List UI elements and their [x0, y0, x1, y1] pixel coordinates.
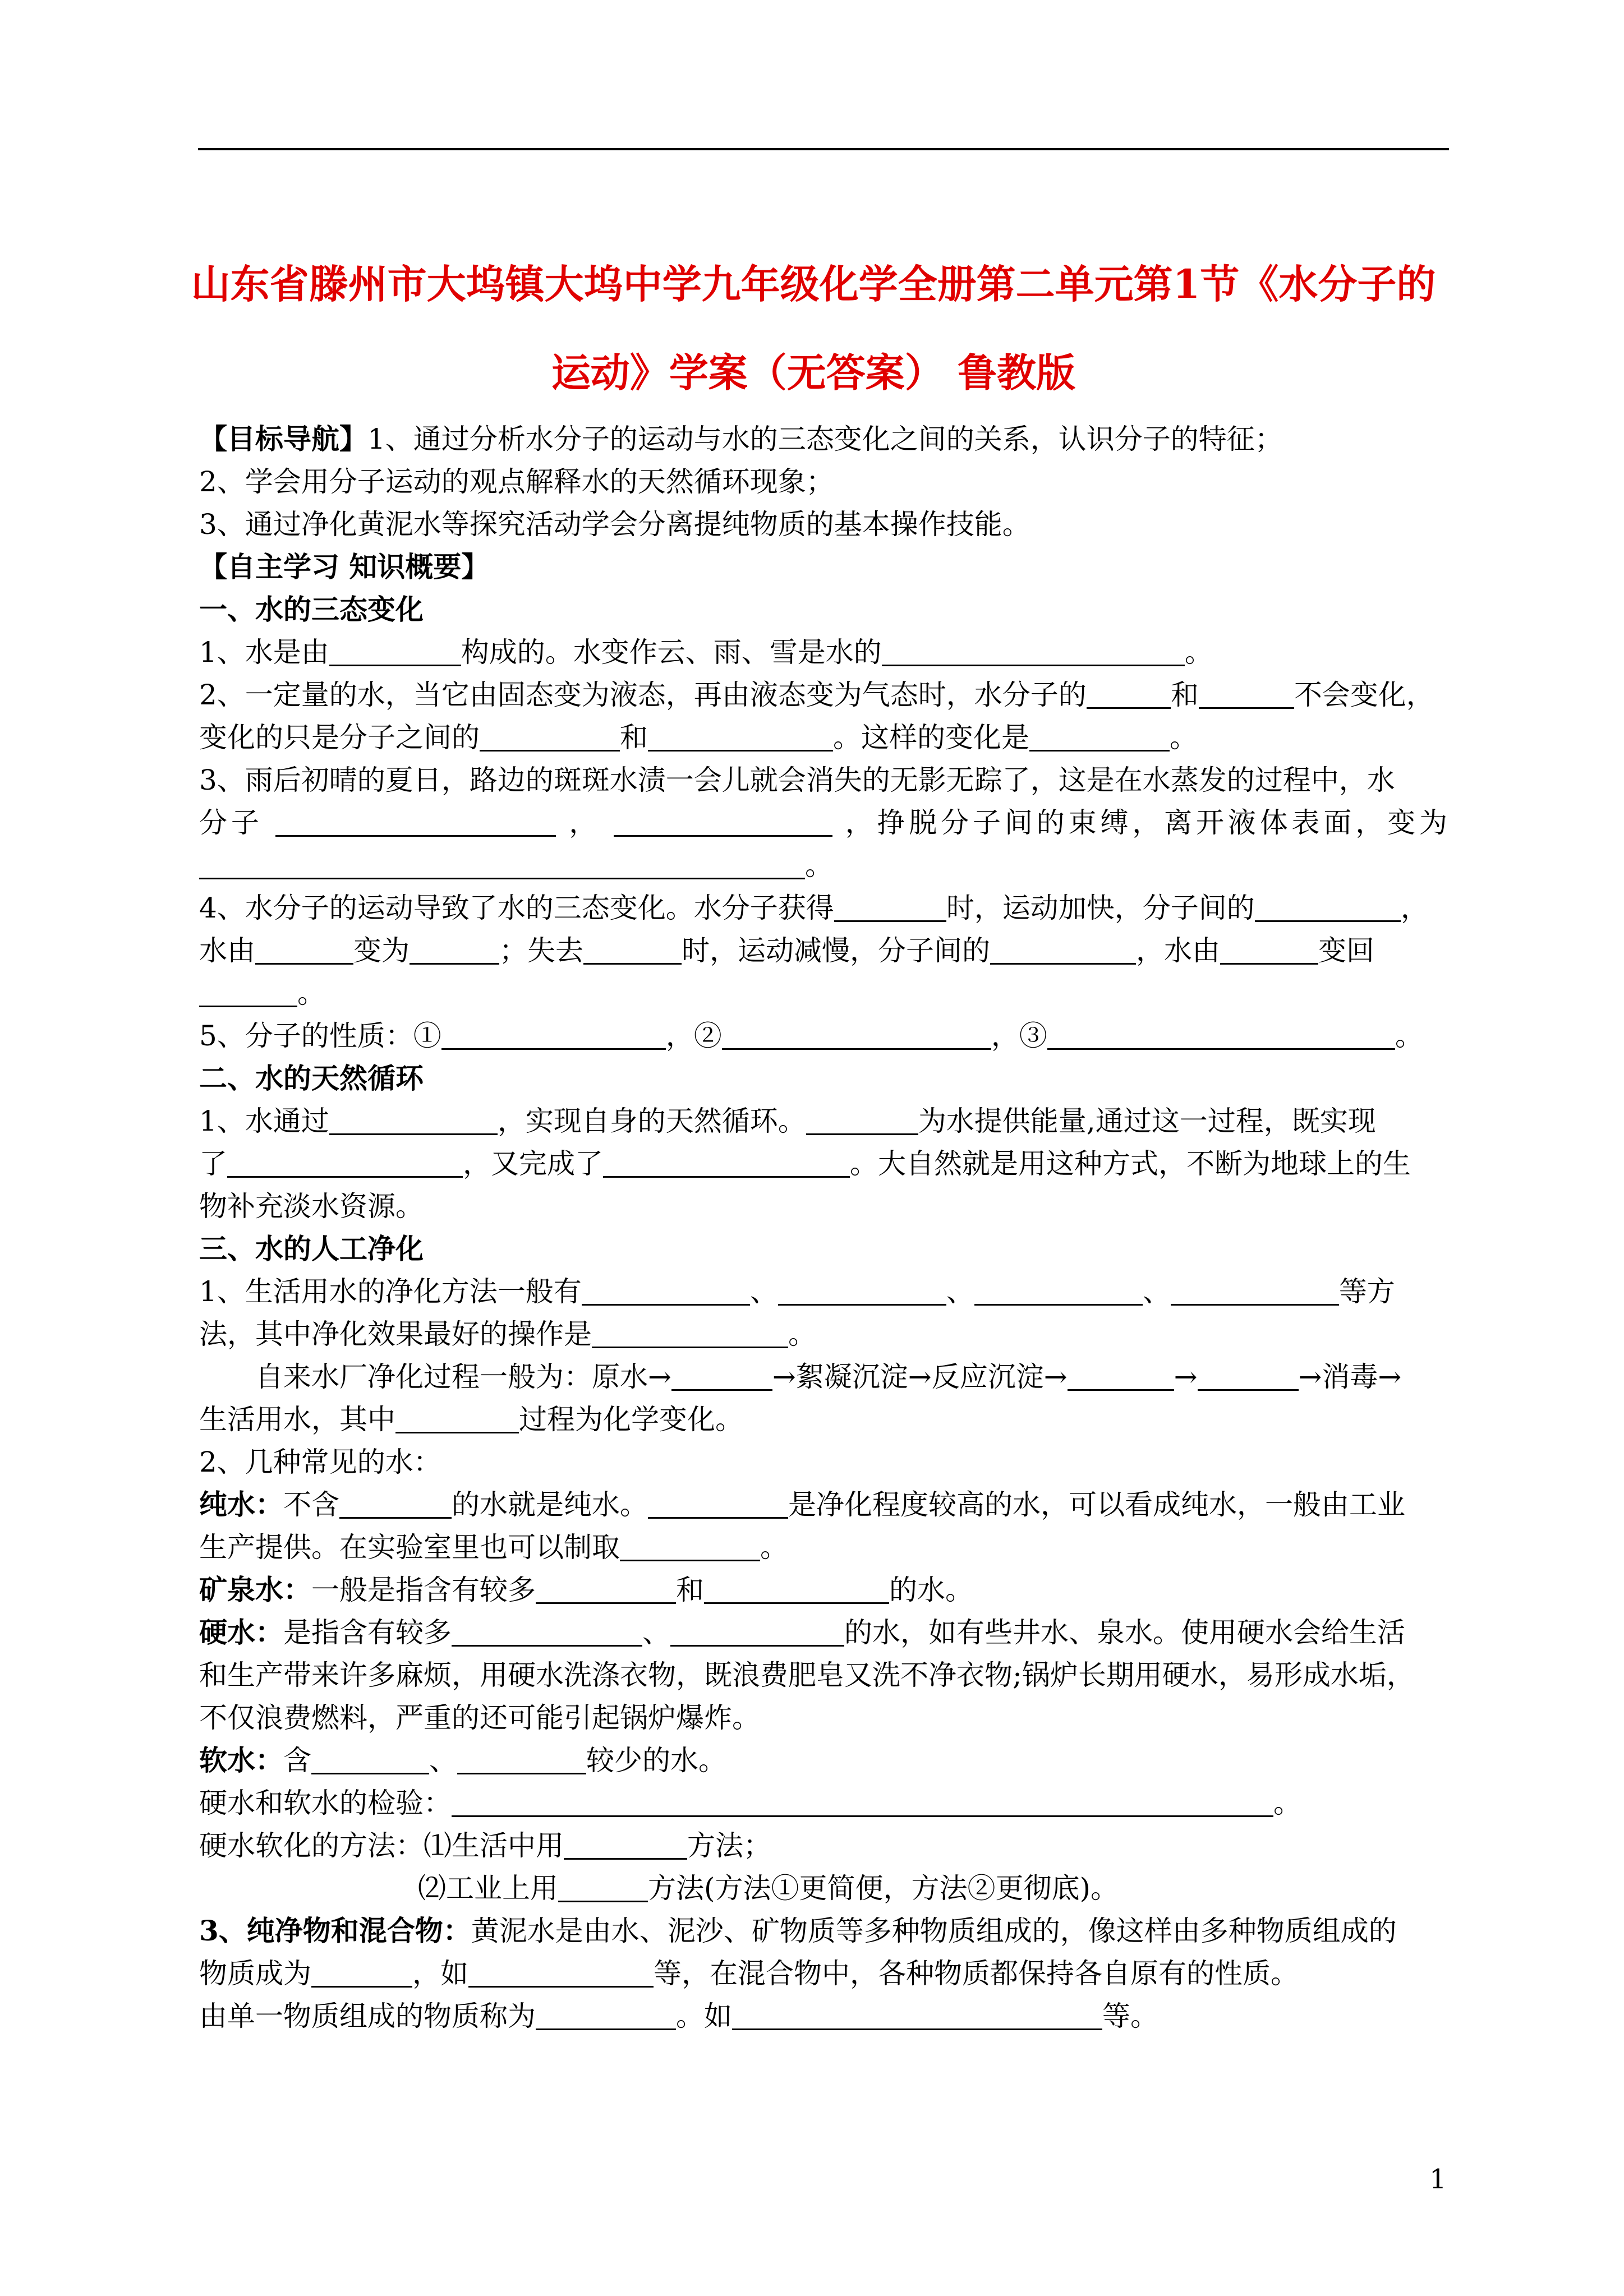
- answer-blank[interactable]: [395, 1404, 519, 1433]
- s2-q1-line-3: 物补充淡水资源。: [199, 1190, 424, 1223]
- s1-q3-line-3: 。: [199, 844, 1447, 887]
- answer-blank[interactable]: [806, 1105, 918, 1135]
- answer-blank[interactable]: [648, 1489, 788, 1519]
- answer-blank[interactable]: [722, 1020, 991, 1050]
- mineral-water-line: 矿泉水：一般是指含有较多 和 的水。: [199, 1573, 973, 1606]
- hard-water-line-2: 和生产带来许多麻烦，用硬水洗涤衣物，既浪费肥皂又洗不净衣物;锅炉长期用硬水，易形成水垢，: [199, 1659, 1415, 1691]
- self-study-heading: 【自主学习 知识概要】: [199, 550, 490, 583]
- goals-line-3: 3、通过净化黄泥水等探究活动学会分离提纯物质的基本操作技能。: [199, 508, 1030, 541]
- answer-blank[interactable]: [452, 1787, 1273, 1817]
- section-1-heading: 一、水的三态变化: [199, 593, 424, 626]
- s2-q1-line-2: 了 ，又完成了 。大自然就是用这种方式，不断为地球上的生: [199, 1147, 1411, 1180]
- worksheet-body: [199, 418, 1447, 2037]
- answer-blank[interactable]: [603, 1148, 850, 1178]
- answer-blank[interactable]: [582, 1276, 750, 1306]
- answer-blank[interactable]: [882, 637, 1185, 666]
- s3-q2: 2、几种常见的水：: [199, 1446, 441, 1478]
- s3-q1-line-3: 自来水厂净化过程一般为：原水→ →絮凝沉淀→反应沉淀→ → →消毒→: [255, 1361, 1402, 1393]
- answer-blank[interactable]: [648, 722, 833, 751]
- answer-blank[interactable]: [1047, 1020, 1395, 1050]
- answer-blank[interactable]: [1198, 1361, 1299, 1391]
- answer-blank[interactable]: [732, 2000, 1102, 2030]
- s1-q3-line-2: 分子 ， ，挣脱分子间的束缚，离开液体表面，变为: [199, 806, 1447, 839]
- answer-blank[interactable]: [704, 1574, 889, 1604]
- pure-water-line-1: 纯水：不含 的水就是纯水。 是净化程度较高的水，可以看成纯水，一般由工业: [199, 1488, 1405, 1521]
- s3-q1-line-1: 1、生活用水的净化方法一般有 、 、 、 等方: [199, 1275, 1395, 1308]
- section-2-heading: 二、水的天然循环: [199, 1062, 424, 1095]
- answer-blank[interactable]: [329, 1105, 498, 1135]
- soft-water-line: 软水：含 、 较少的水。: [199, 1744, 726, 1777]
- answer-blank[interactable]: [1199, 679, 1294, 709]
- answer-blank[interactable]: [329, 637, 461, 666]
- answer-blank[interactable]: [1255, 892, 1401, 922]
- goals-line-2: 2、学会用分子运动的观点解释水的天然循环现象；: [199, 465, 834, 498]
- answer-blank[interactable]: [410, 935, 499, 965]
- answer-blank[interactable]: [1068, 1361, 1174, 1391]
- answer-blank[interactable]: [311, 1958, 412, 1988]
- answer-blank[interactable]: [1087, 679, 1171, 709]
- answer-blank[interactable]: [1171, 1276, 1339, 1306]
- answer-blank[interactable]: [441, 1020, 666, 1050]
- answer-blank[interactable]: [620, 1532, 760, 1561]
- page-number: 1: [1429, 2164, 1447, 2195]
- s1-q4-line-2: 水由 变为 ；失去 时，运动减慢，分子间的 ，水由 变回: [199, 934, 1374, 967]
- answer-blank[interactable]: [614, 807, 832, 837]
- title-line-1: 山东省滕州市大坞镇大坞中学九年级化学全册第二单元第1节《水分子的: [191, 261, 1436, 307]
- s3-q1-line-2: 法，其中净化效果最好的操作是 。: [199, 1318, 816, 1350]
- s1-q3-line-1: 3、雨后初晴的夏日，路边的斑斑水渍一会儿就会消失的无影无踪了，这是在水蒸发的过程中，水: [199, 764, 1395, 796]
- answer-blank[interactable]: [592, 1318, 788, 1348]
- answer-blank[interactable]: [457, 1745, 586, 1774]
- answer-blank[interactable]: [583, 935, 682, 965]
- answer-blank[interactable]: [670, 1617, 844, 1647]
- answer-blank[interactable]: [564, 1830, 687, 1860]
- pure-mixture-line-3: 由单一物质组成的物质称为 。如 等。: [199, 2000, 1158, 2032]
- softening-method-2: ⑵工业上用 方法(方法①更简便，方法②更彻底)。: [418, 1872, 1119, 1905]
- answer-blank[interactable]: [199, 850, 805, 879]
- s2-q1-line-1: 1、水通过 ，实现自身的天然循环。 为水提供能量,通过这一过程，既实现: [199, 1105, 1376, 1137]
- answer-blank[interactable]: [778, 1276, 946, 1306]
- goals-label: 【目标导航】: [199, 422, 367, 455]
- answer-blank[interactable]: [974, 1276, 1143, 1306]
- answer-blank[interactable]: [339, 1489, 452, 1519]
- answer-blank[interactable]: [834, 892, 946, 922]
- s1-q2-line-1: 2、一定量的水，当它由固态变为液态，再由液态变为气态时，水分子的 和 不会变化，: [199, 679, 1434, 711]
- answer-blank[interactable]: [536, 2000, 676, 2030]
- pure-water-line-2: 生产提供。在实验室里也可以制取 。: [199, 1531, 788, 1564]
- title-line-2: 运动》学案（无答案） 鲁教版: [551, 349, 1076, 396]
- pure-mixture-line-1: 3、纯净物和混合物：黄泥水是由水、泥沙、矿物质等多种物质组成的，像这样由多种物质组成的: [199, 1914, 1397, 1947]
- s1-q4-line-3: 。: [199, 972, 1447, 1015]
- hard-water-line-3: 不仅浪费燃料，严重的还可能引起锅炉爆炸。: [199, 1702, 760, 1734]
- answer-blank[interactable]: [558, 1873, 648, 1902]
- hard-water-line-1: 硬水：是指含有较多 、 的水，如有些井水、泉水。使用硬水会给生活: [199, 1616, 1405, 1649]
- answer-blank[interactable]: [990, 935, 1136, 965]
- answer-blank[interactable]: [452, 1617, 642, 1647]
- section-3-heading: 三、水的人工净化: [199, 1232, 424, 1265]
- header-rule: [198, 148, 1449, 150]
- answer-blank[interactable]: [255, 935, 353, 965]
- answer-blank[interactable]: [671, 1361, 772, 1391]
- answer-blank[interactable]: [536, 1574, 676, 1604]
- s1-q5: 5、分子的性质：① ，② ，③ 。: [199, 1020, 1423, 1052]
- answer-blank[interactable]: [227, 1148, 463, 1178]
- s1-q1: 1、水是由 构成的。水变作云、雨、雪是水的 。: [199, 636, 1213, 668]
- answer-blank[interactable]: [199, 978, 297, 1007]
- s1-q4-line-1: 4、水分子的运动导致了水的三态变化。水分子获得 时，运动加快，分子间的 ，: [199, 892, 1429, 924]
- s3-q1-line-4: 生活用水，其中 过程为化学变化。: [199, 1403, 743, 1436]
- answer-blank[interactable]: [311, 1745, 429, 1774]
- s1-q2-line-2: 变化的只是分子之间的 和 。这样的变化是 。: [199, 721, 1198, 754]
- answer-blank[interactable]: [1220, 935, 1318, 965]
- hard-soft-test-line: 硬水和软水的检验： 。: [199, 1787, 1301, 1819]
- softening-method-1: 硬水软化的方法：⑴生活中用 方法；: [199, 1829, 771, 1862]
- goals-line-1: 【目标导航】1、通过分析水分子的运动与水的三态变化之间的关系，认识分子的特征；: [199, 422, 1283, 455]
- pure-mixture-line-2: 物质成为 ，如 等，在混合物中，各种物质都保持各自原有的性质。: [199, 1957, 1299, 1990]
- answer-blank[interactable]: [1029, 722, 1170, 751]
- answer-blank[interactable]: [275, 807, 556, 837]
- answer-blank[interactable]: [468, 1958, 654, 1988]
- answer-blank[interactable]: [480, 722, 620, 751]
